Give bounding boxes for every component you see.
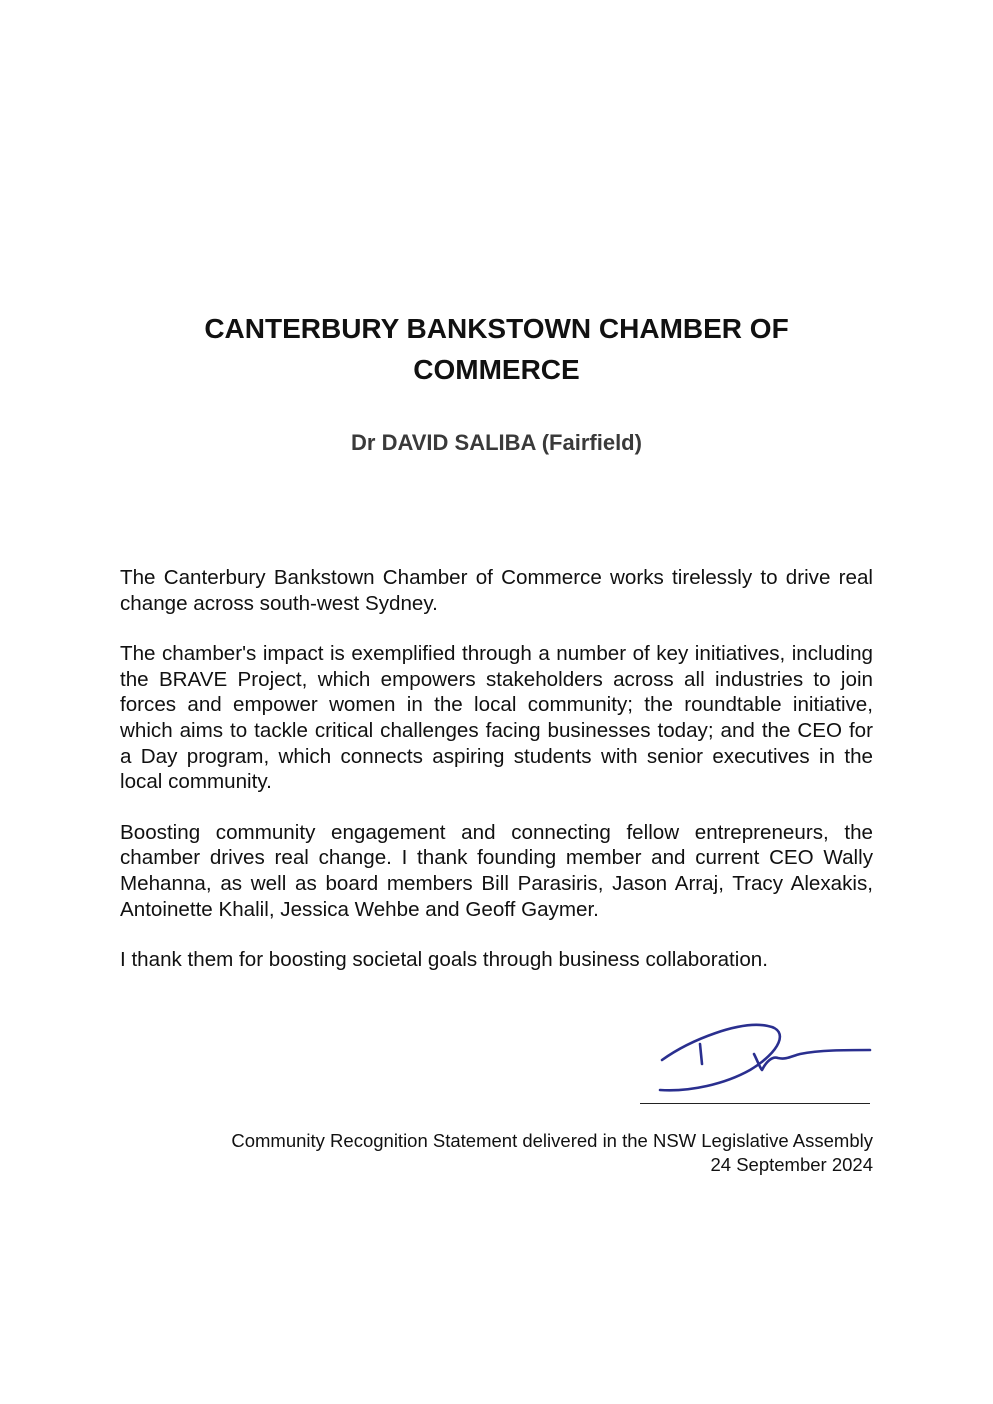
footer-date: 24 September 2024: [710, 1153, 873, 1175]
paragraph-3: Boosting community engagement and connecting fellow entrepreneurs, the chamber drives real change. I thank founding member and current CEO Wally Mehanna, as well as board members Bill Parasiris, Jason Arraj, Tracy Alexakis, Antoinette Khalil, Jessica Wehbe and Geoff Gaymer.: [120, 820, 873, 921]
signature-line: [640, 1103, 870, 1104]
member-name: Dr DAVID SALIBA (Fairfield): [351, 430, 642, 455]
paragraph-1: The Canterbury Bankstown Chamber of Commerce works tirelessly to drive real change across south-west Sydney.: [120, 566, 873, 615]
paragraph-2: The chamber's impact is exemplified through a number of key initiatives, including the BRAVE Project, which empowers stakeholders across all industries to join forces and empower women in the local community; the roundtable initiative, which aims to tackle critical challenges facing businesses today; and the CEO for a Day program, which connects aspiring students with senior executives in the local community.: [120, 642, 873, 794]
document-title: CANTERBURY BANKSTOWN CHAMBER OF COMMERCE: [204, 313, 789, 385]
handwritten-signature: [650, 1012, 880, 1098]
signature-strokes: [660, 1025, 870, 1090]
footer-statement: Community Recognition Statement delivered in the NSW Legislative Assembly: [231, 1130, 873, 1151]
statement-body: [120, 565, 873, 998]
signature-tick-stroke: [700, 1044, 702, 1064]
signature-d-stroke: [660, 1025, 780, 1090]
footer: [231, 1129, 873, 1176]
paragraph-4: I thank them for boosting societal goals through business collaboration.: [120, 948, 768, 972]
